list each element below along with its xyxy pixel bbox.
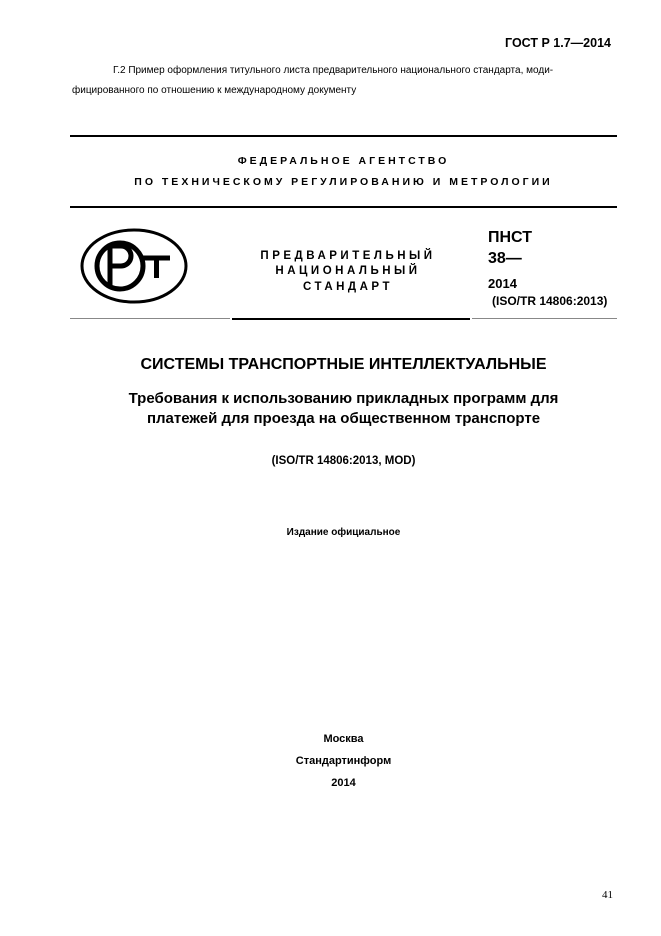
designation-prefix: ПНСТ bbox=[488, 229, 532, 246]
iso-reference: (ISO/TR 14806:2013, MOD) bbox=[271, 455, 416, 467]
document-subtitle-line-2: платежей для проезда на общественном транспорте bbox=[146, 410, 541, 427]
footer-year: 2014 bbox=[331, 777, 356, 789]
divider-agency bbox=[70, 206, 617, 208]
agency-name-line-1: ФЕДЕРАЛЬНОЕ АГЕНТСТВО bbox=[237, 155, 450, 167]
document-subtitle-line-1: Требования к использованию прикладных программ для bbox=[128, 390, 559, 407]
footer-city: Москва bbox=[323, 733, 364, 745]
designation-iso: (ISO/TR 14806:2013) bbox=[492, 294, 608, 308]
caption-line-1: Г.2 Пример оформления титульного листа предварительного национального стандарта, моди- bbox=[113, 65, 554, 76]
divider-top bbox=[70, 135, 617, 137]
standard-type-line-2: НАЦИОНАЛЬНЫЙ bbox=[275, 265, 421, 277]
document-title: СИСТЕМЫ ТРАНСПОРТНЫЕ ИНТЕЛЛЕКТУАЛЬНЫЕ bbox=[140, 356, 547, 373]
divider-lower-left bbox=[70, 318, 230, 319]
designation-number: 38— bbox=[488, 250, 522, 267]
agency-name-line-2: ПО ТЕХНИЧЕСКОМУ РЕГУЛИРОВАНИЮ И МЕТРОЛОГИИ bbox=[134, 176, 553, 188]
caption-line-2: фицированного по отношению к международному документу bbox=[72, 85, 357, 96]
rst-logo-icon bbox=[80, 228, 188, 304]
divider-lower-center bbox=[232, 318, 470, 320]
standard-type-line-1: ПРЕДВАРИТЕЛЬНЫЙ bbox=[260, 250, 436, 262]
designation-year: 2014 bbox=[488, 276, 517, 291]
footer-publisher: Стандартинформ bbox=[295, 755, 392, 767]
standard-type-line-3: СТАНДАРТ bbox=[303, 281, 393, 293]
edition-label: Издание официальное bbox=[286, 527, 401, 538]
page-number: 41 bbox=[602, 889, 613, 901]
divider-lower-right bbox=[472, 318, 617, 319]
standard-code: ГОСТ Р 1.7—2014 bbox=[505, 36, 611, 50]
